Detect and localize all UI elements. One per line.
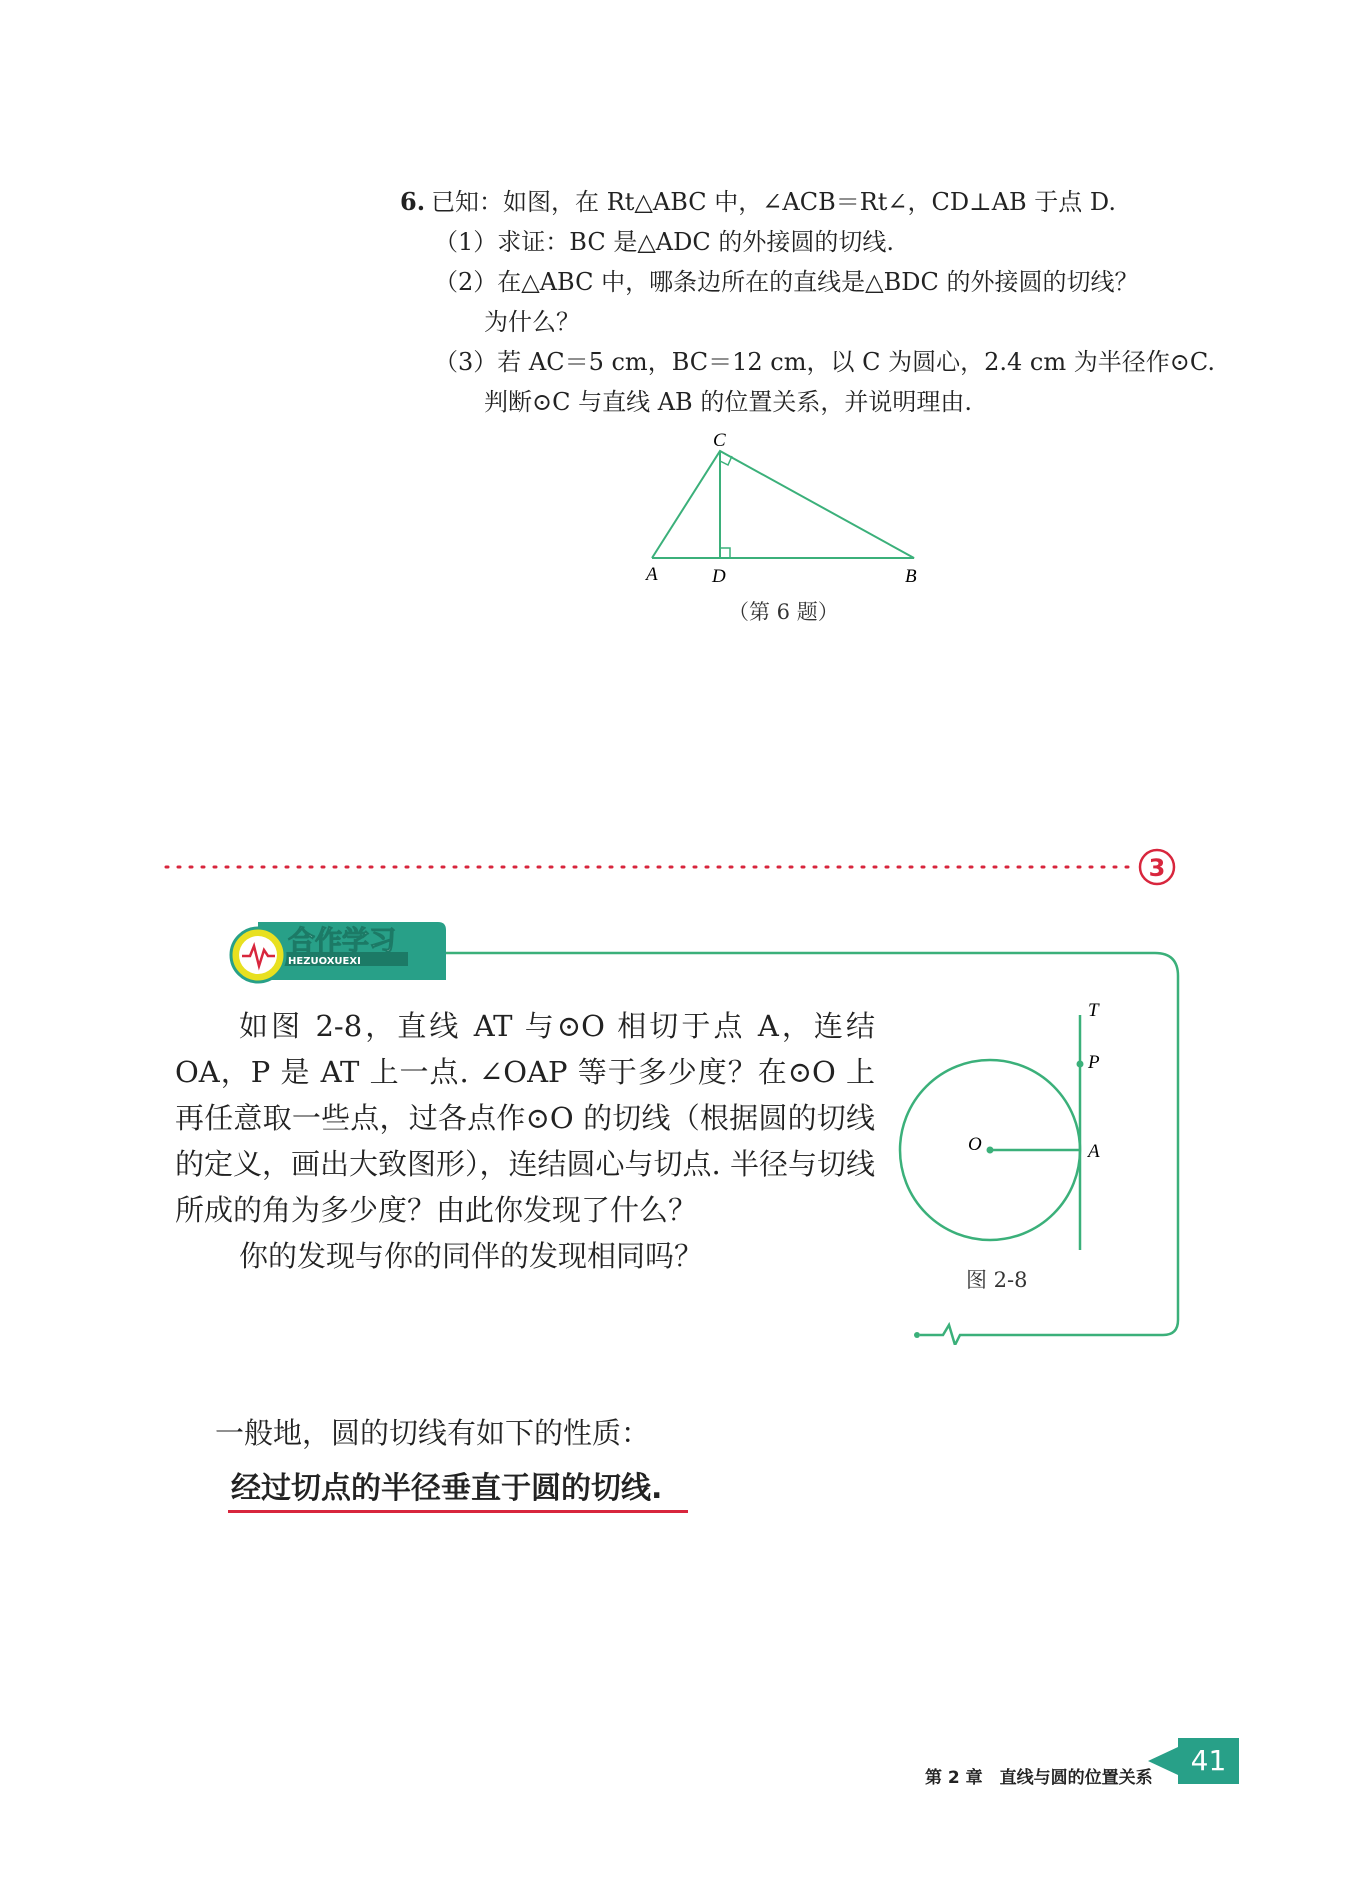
point-p bbox=[1077, 1061, 1084, 1068]
banner-subtitle: HEZUOXUEXI bbox=[288, 956, 361, 967]
section-number: 3 bbox=[1148, 854, 1166, 882]
frame-end-dot bbox=[914, 1332, 920, 1338]
coop-banner bbox=[228, 920, 448, 984]
label-o: O bbox=[968, 1134, 982, 1155]
problem-6-part3: （3）若 AC＝5 cm，BC＝12 cm，以 C 为圆心，2.4 cm 为半径作⊙C. bbox=[434, 348, 1215, 376]
coop-paragraph-1: 如图 2-8，直线 AT 与⊙O 相切于点 A，连结 OA，P 是 AT 上一点. ∠OAP 等于多少度？在⊙O 上再任意取一些点，过各点作⊙O 的切线（根据圆的切线的定义，画出大致图形），连结圆心与切点. 半径与切线所成的角为多少度？由此你发现了什么？ bbox=[175, 1009, 875, 1227]
figure-6-caption: （第 6 题） bbox=[728, 600, 839, 624]
problem-6-part2-cont: 为什么？ bbox=[484, 308, 580, 336]
circle-tangent-figure bbox=[890, 1000, 1120, 1260]
label-a: A bbox=[646, 564, 658, 585]
problem-6-part3-cont: 判断⊙C 与直线 AB 的位置关系，并说明理由. bbox=[484, 388, 972, 416]
page-number: 41 bbox=[1178, 1738, 1239, 1784]
triangle-figure bbox=[640, 425, 940, 585]
property-intro: 一般地，圆的切线有如下的性质： bbox=[215, 1416, 651, 1450]
problem-6 bbox=[400, 182, 1215, 422]
property-statement: 经过切点的半径垂直于圆的切线. bbox=[231, 1471, 663, 1506]
chapter-footer: 第 2 章 直线与圆的位置关系 bbox=[925, 1768, 1153, 1788]
coop-text bbox=[175, 1003, 875, 1279]
label-t: T bbox=[1088, 1000, 1099, 1021]
figure-2-8-caption: 图 2-8 bbox=[966, 1268, 1028, 1292]
label-c: C bbox=[713, 430, 726, 451]
problem-6-part2: （2）在△ABC 中，哪条边所在的直线是△BDC 的外接圆的切线？ bbox=[434, 268, 1139, 296]
label-p: P bbox=[1088, 1052, 1100, 1073]
problem-6-part1: （1）求证：BC 是△ADC 的外接圆的切线. bbox=[434, 228, 894, 256]
point-o bbox=[987, 1147, 994, 1154]
right-angle-mark-d bbox=[720, 548, 730, 558]
label-a: A bbox=[1088, 1141, 1100, 1162]
triangle-abc bbox=[652, 451, 914, 558]
problem-number: 6. bbox=[400, 187, 426, 216]
label-d: D bbox=[712, 566, 726, 585]
property-underline bbox=[228, 1510, 688, 1513]
coop-paragraph-2: 你的发现与你的同伴的发现相同吗？ bbox=[239, 1239, 704, 1273]
section-divider bbox=[160, 847, 1190, 887]
label-b: B bbox=[905, 566, 917, 585]
problem-6-intro: 6. 已知：如图，在 Rt△ABC 中，∠ACB＝Rt∠，CD⊥AB 于点 D. bbox=[400, 187, 1116, 216]
banner-title: 合作学习 bbox=[288, 926, 396, 957]
page-tab-arrow bbox=[1148, 1747, 1178, 1775]
